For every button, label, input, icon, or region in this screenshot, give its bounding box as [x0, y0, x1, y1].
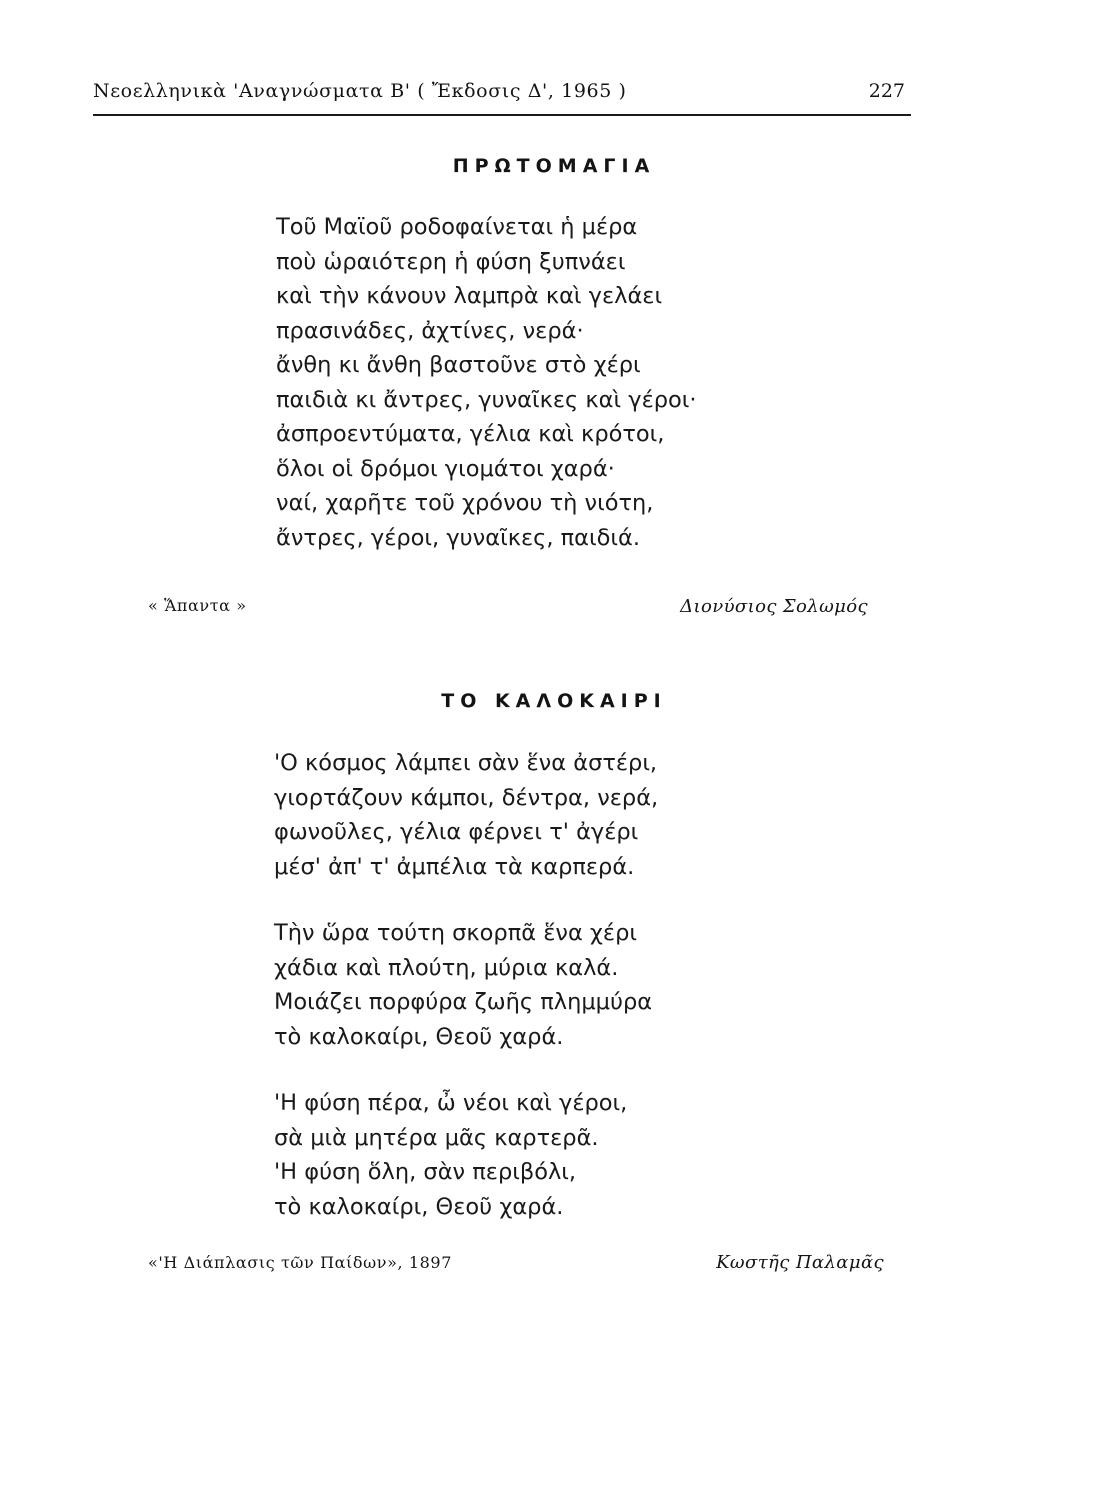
verse-line: 'Η φύση πέρα, ὦ νέοι καὶ γέροι, — [274, 1090, 628, 1116]
verse-line: φωνοῦλες, γέλια φέρνει τ' ἀγέρι — [274, 819, 639, 845]
verse-line: πρασινάδες, ἀχτίνες, νερά· — [276, 317, 584, 344]
verse-line: χάδια καὶ πλούτη, μύρια καλά. — [274, 954, 619, 981]
verse-line: ναί, χαρῆτε τοῦ χρόνου τὴ νιότη, — [276, 490, 654, 516]
verse-line: 'Ο κόσμος λάμπει σὰν ἕνα ἀστέρι, — [274, 750, 658, 776]
verse-line: ὅλοι οἱ δρόμοι γιομάτοι χαρά· — [276, 455, 615, 482]
verse-line: Μοιάζει πορφύρα ζωῆς πλημμύρα — [274, 989, 653, 1015]
verse-line: Τὴν ὥρα τούτη σκορπᾶ ἕνα χέρι — [274, 920, 637, 946]
verse-line: μέσ' ἀπ' τ' ἀμπέλια τὰ καρπερά. — [274, 853, 635, 880]
verse-line: καὶ τὴν κάνουν λαμπρὰ καὶ γελάει — [276, 283, 663, 309]
verse-line: Τοῦ Μαϊοῦ ροδοφαίνεται ἡ μέρα — [276, 214, 638, 240]
verse-line: σὰ μιὰ μητέρα μᾶς καρτερᾶ. — [274, 1124, 599, 1151]
page-number: 227 — [868, 80, 905, 102]
verse-line: παιδιὰ κι ἄντρες, γυναῖκες καὶ γέροι· — [276, 386, 697, 413]
verse-line: τὸ καλοκαίρι, Θεοῦ χαρά. — [274, 1193, 564, 1220]
poem-title: ΠΡΩΤΟΜΑΓΙΑ — [452, 155, 656, 177]
poem-title: ΤΟ ΚΑΛΟΚΑΙΡΙ — [441, 690, 667, 712]
running-title: Νεοελληνικὰ 'Αναγνώσματα Β' ( Ἔκδοσις Δ', 1965 ) — [93, 80, 627, 102]
verse-line: ἄνθη κι ἄνθη βαστοῦνε στὸ χέρι — [276, 352, 641, 378]
verse-line: ἀσπροεντύματα, γέλια καὶ κρότοι, — [276, 421, 665, 447]
page-header — [93, 80, 911, 116]
poem-source: « Ἅπαντα » — [148, 596, 247, 615]
verse-line: τὸ καλοκαίρι, Θεοῦ χαρά. — [274, 1023, 564, 1050]
poem-author: Κωστῆς Παλαμᾶς — [716, 1252, 884, 1273]
verse-line: γιορτάζουν κάμποι, δέντρα, νερά, — [274, 784, 659, 811]
verse-line: 'Η φύση ὅλη, σὰν περιβόλι, — [274, 1159, 577, 1185]
verse-line: ποὺ ὡραιότερη ἡ φύση ξυπνάει — [276, 248, 626, 275]
poem-author: Διονύσιος Σολωμός — [680, 596, 868, 617]
verse-line: ἄντρες, γέροι, γυναῖκες, παιδιά. — [276, 524, 640, 551]
poem-verse — [274, 750, 658, 1228]
poem-verse — [276, 214, 697, 559]
poem-source: «'Η Διάπλασις τῶν Παίδων», 1897 — [148, 1253, 452, 1272]
